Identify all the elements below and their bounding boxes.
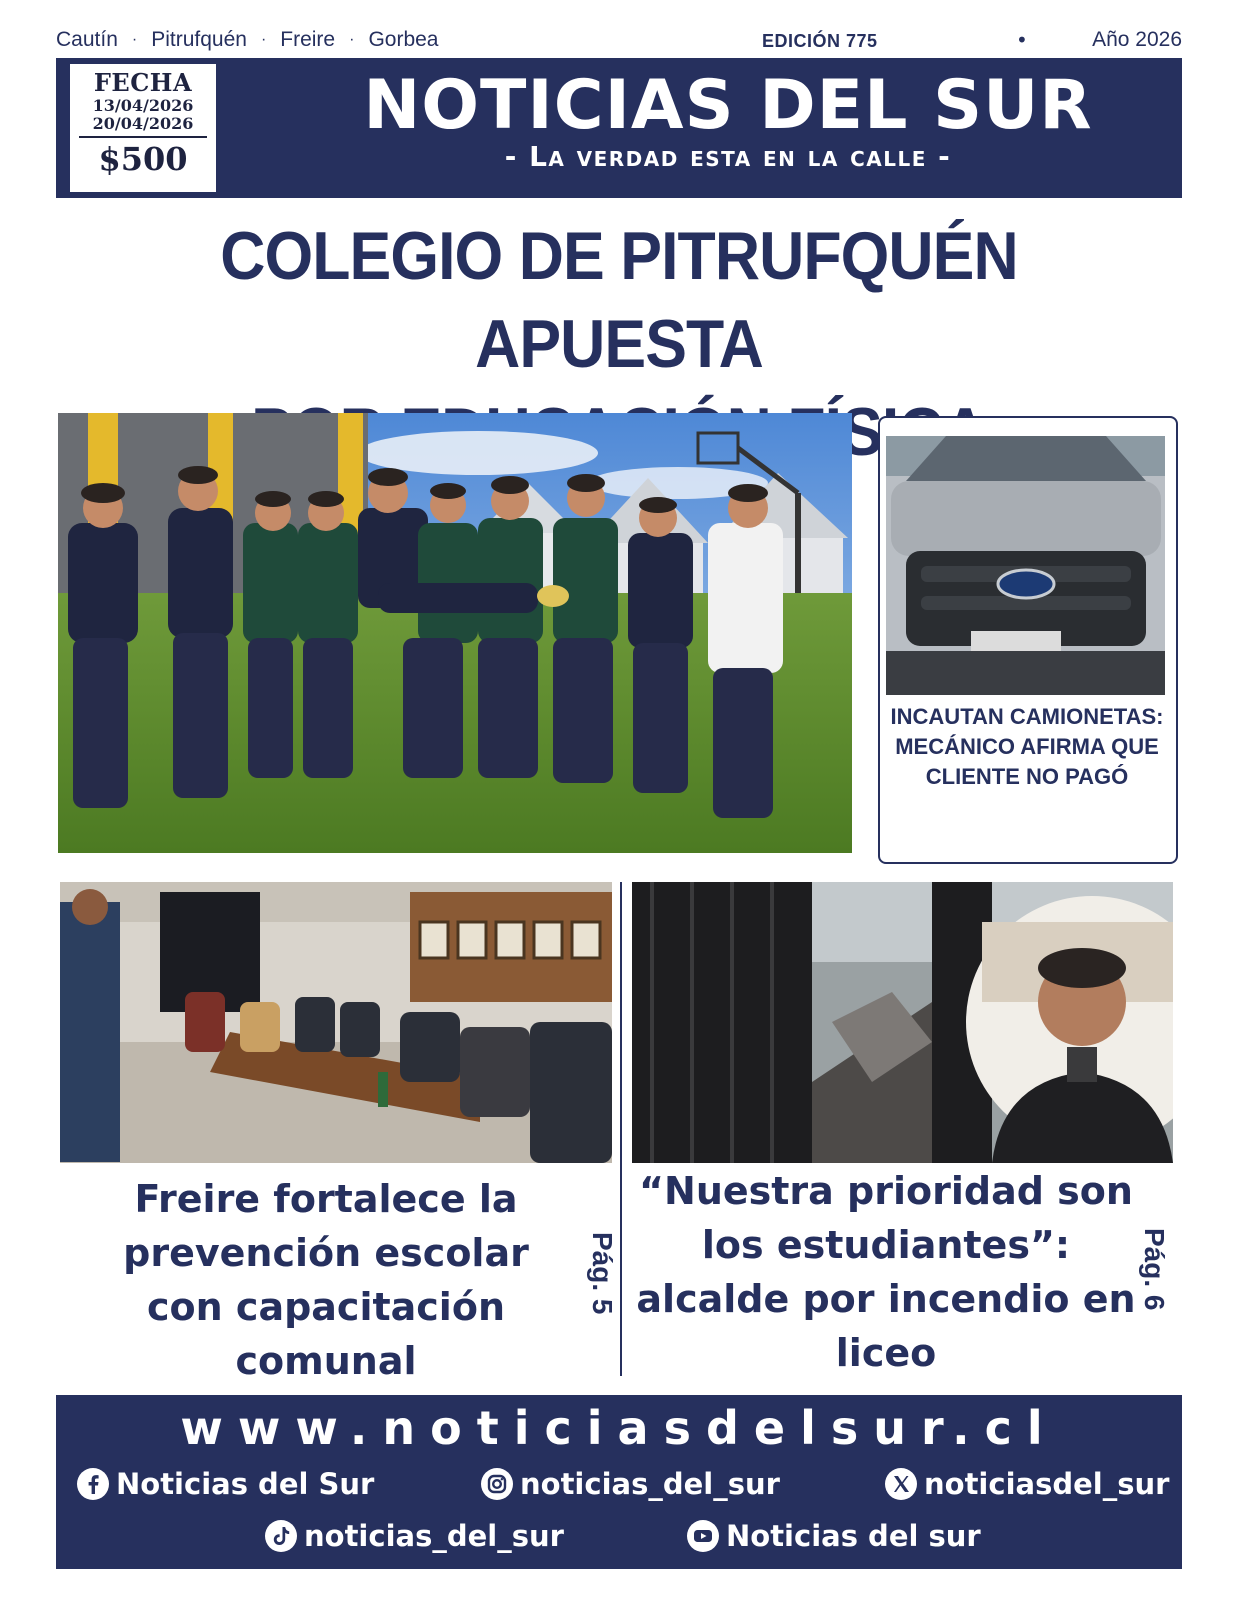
town-name: Gorbea (368, 28, 439, 51)
youtube-handle: Noticias del sur (726, 1519, 981, 1553)
footer-banner (56, 1395, 1182, 1569)
page-reference: Pág. 5 (587, 1232, 618, 1315)
masthead (56, 58, 1182, 198)
seized-truck-photo (886, 436, 1165, 695)
tiktok-icon (264, 1519, 298, 1553)
separator-dot: · (260, 31, 267, 48)
instagram-handle: noticias_del_sur (520, 1467, 780, 1501)
facebook-link[interactable] (76, 1467, 374, 1501)
edition-number: EDICIÓN 775 (762, 31, 878, 51)
facebook-handle: Noticias del Sur (116, 1467, 375, 1501)
headline-line: COLEGIO DE PITRUFQUÉN APUESTA (220, 218, 1018, 382)
town-list (56, 28, 438, 52)
date-from: 13/04/2026 (92, 96, 194, 115)
truck-photo-illustration (886, 436, 1165, 695)
separator-dot: • (1016, 28, 1028, 52)
facebook-icon (76, 1467, 110, 1501)
right-story-headline[interactable]: “Nuestra prioridad son los estudiantes”: alcalde por incendio en liceo (636, 1169, 1136, 1375)
instagram-link[interactable] (480, 1467, 780, 1501)
separator-dot: · (131, 31, 138, 48)
training-meeting-photo[interactable] (60, 882, 612, 1163)
divider (79, 136, 207, 138)
fire-photo-illustration (632, 882, 1173, 1163)
date-label: FECHA (93, 68, 193, 97)
x-link[interactable] (884, 1467, 1169, 1501)
edition-year: Año 2026 (1092, 28, 1182, 51)
slogan: - La verdad esta en la calle - (504, 140, 952, 173)
town-name: Pitrufquén (151, 28, 247, 51)
date-price-box (70, 64, 216, 192)
youtube-link[interactable] (686, 1519, 981, 1553)
town-name: Cautín (56, 28, 118, 51)
side-story-headline: INCAUTAN CAMIONETAS: MECÁNICO AFIRMA QUE CLIENTE NO PAGÓ (890, 704, 1164, 789)
town-name: Freire (280, 28, 336, 51)
instagram-icon (480, 1467, 514, 1501)
tiktok-handle: noticias_del_sur (304, 1519, 564, 1553)
top-strip (56, 28, 1182, 56)
youtube-icon (686, 1519, 720, 1553)
school-fire-photo[interactable] (632, 882, 1173, 1163)
website-url[interactable]: www.noticiasdelsur.cl (180, 1401, 1058, 1455)
students-photo-illustration (58, 413, 852, 853)
x-handle: noticiasdel_sur (924, 1467, 1170, 1501)
x-icon (884, 1467, 918, 1501)
separator-dot: · (349, 31, 355, 48)
column-divider (620, 882, 622, 1376)
main-story-photo[interactable] (58, 413, 852, 853)
price: $500 (98, 140, 188, 178)
newspaper-name: NOTICIAS DEL SUR (363, 66, 1093, 145)
date-to: 20/04/2026 (92, 114, 194, 133)
page-reference: Pág. 6 (1139, 1228, 1170, 1311)
meeting-photo-illustration (60, 882, 612, 1163)
left-story-headline[interactable]: Freire fortalece la prevención escolar con capacitación comunal (123, 1177, 529, 1383)
tiktok-link[interactable] (264, 1519, 564, 1553)
